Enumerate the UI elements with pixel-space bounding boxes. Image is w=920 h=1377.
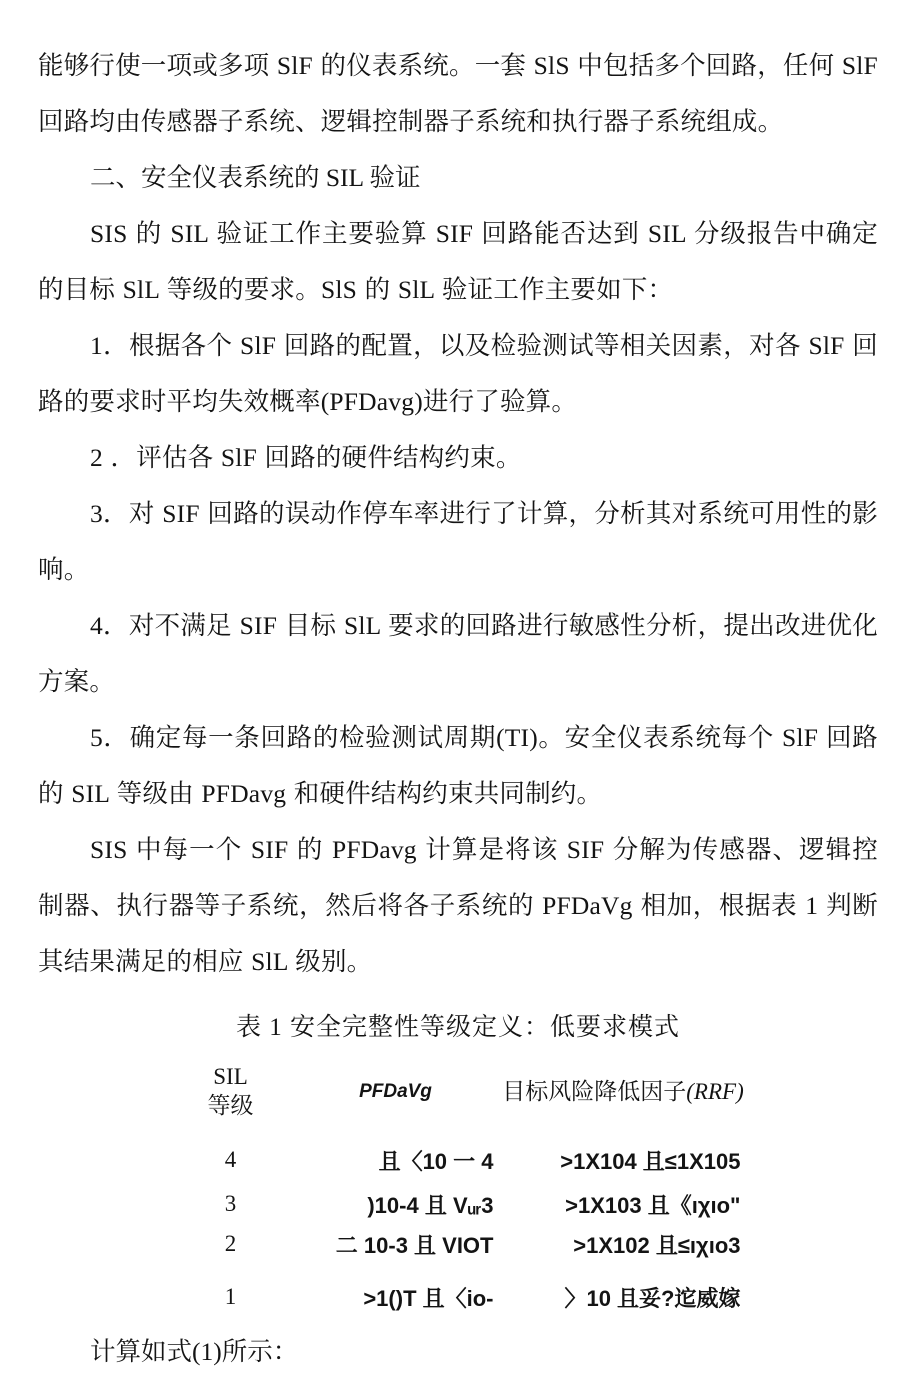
- list-item-4: 4．对不满足 SIF 目标 SlL 要求的回路进行敏感性分析，提出改进优化方案。: [38, 611, 878, 696]
- section-heading-sil-verification: 二、安全仪表系统的 SIL 验证: [90, 163, 421, 192]
- list-item-1: 1．根据各个 SlF 回路的配置，以及检验测试等相关因素，对各 SlF 回路的要求时平均失效概率(PFDavg)进行了验算。: [38, 331, 878, 416]
- column-header-rrf: [502, 1053, 745, 1129]
- paragraph-pfdavg-calculation: SIS 中每一个 SIF 的 PFDavg 计算是将该 SIF 分解为传感器、逻辑控制器、执行器等子系统，然后将各子系统的 PFDaVg 相加，根据表 1 判断其结果满足的相应 SlL 级别。: [38, 835, 878, 976]
- paragraph-formula-reference: 计算如式(1)所示：: [90, 1337, 299, 1366]
- paragraph-sis-definition: 能够行使一项或多项 SlF 的仪表系统。一套 SlS 中包括多个回路，任何 SlF 回路均由传感器子系统、逻辑控制器子系统和执行器子系统组成。: [38, 51, 878, 136]
- cell-sil-level: 1: [224, 1284, 237, 1309]
- column-header-rrf-abbrev: (RRF): [686, 1078, 744, 1104]
- paragraph-sil-verification-intro: SIS 的 SIL 验证工作主要验算 SIF 回路能否达到 SIL 分级报告中确定的目标 SlL 等级的要求。SlS 的 SlL 验证工作主要如下：: [38, 219, 878, 304]
- table-row: [172, 1263, 745, 1321]
- column-header-sil-line2: 等级: [207, 1093, 254, 1118]
- cell-rrf: >1X104 且≤1X105: [560, 1148, 741, 1174]
- table-row: [172, 1129, 745, 1183]
- list-item-2: 2 ．评估各 SlF 回路的硬件结构约束。: [90, 443, 522, 472]
- table-caption: 表 1 安全完整性等级定义：低要求模式: [235, 1014, 680, 1041]
- cell-rrf: >1X103 且《ıχıo": [565, 1192, 741, 1218]
- cell-rrf: >1X102 且≤ıχıo3: [573, 1232, 741, 1258]
- cell-rrf: 〉10 且妥?迱威嫁: [564, 1285, 741, 1311]
- column-header-sil-line1: SIL: [213, 1064, 248, 1089]
- table-header-row: [172, 1053, 745, 1129]
- sil-definition-table: [172, 1053, 745, 1321]
- table-block: [38, 1006, 878, 1321]
- cell-pfdavg: )10-4 且 Vᵤᵣ3: [367, 1192, 494, 1218]
- cell-pfdavg: 二 10-3 且 VIOT: [335, 1232, 494, 1258]
- column-header-rrf-text: 目标风险降低因子: [502, 1078, 687, 1104]
- cell-sil-level: 3: [224, 1191, 237, 1216]
- column-header-pfdavg: PFDaVg: [359, 1080, 432, 1102]
- table-row: [172, 1223, 745, 1263]
- list-item-5: 5．确定每一条回路的检验测试周期(TI)。安全仪表系统每个 SlF 回路的 SIL 等级由 PFDavg 和硬件结构约束共同制约。: [38, 723, 878, 808]
- column-header-sil: [172, 1053, 290, 1129]
- cell-sil-level: 4: [224, 1147, 237, 1172]
- cell-pfdavg: >1()T 且〈io-: [363, 1285, 494, 1311]
- list-item-3: 3．对 SIF 回路的误动作停车率进行了计算，分析其对系统可用性的影响。: [38, 499, 878, 584]
- table-row: [172, 1183, 745, 1223]
- cell-pfdavg: 且〈10 一 4: [378, 1148, 494, 1174]
- cell-sil-level: 2: [224, 1231, 237, 1256]
